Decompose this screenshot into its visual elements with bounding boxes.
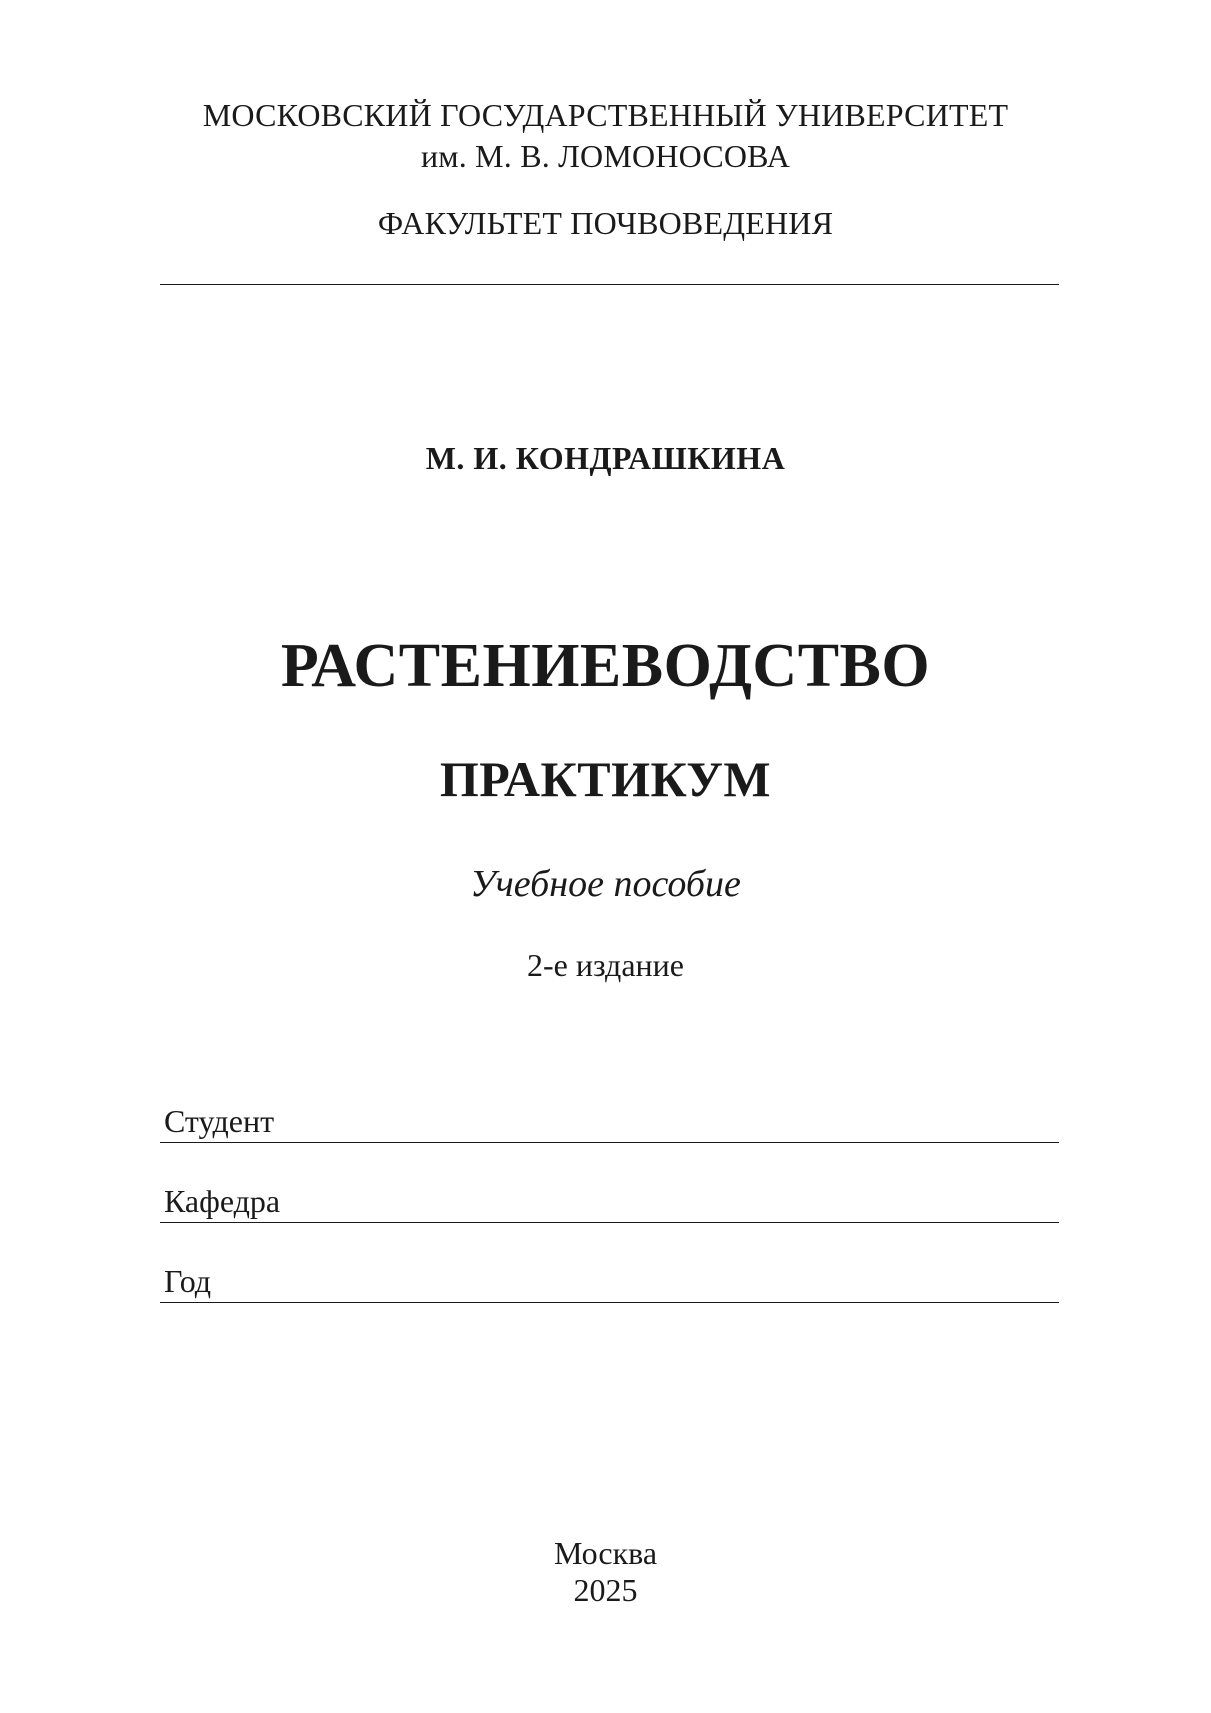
student-field — [160, 1098, 1059, 1143]
book-kind: Учебное пособие — [470, 863, 741, 905]
faculty-name: ФАКУЛЬТЕТ ПОЧВОВЕДЕНИЯ — [377, 205, 834, 241]
year-field — [160, 1258, 1059, 1303]
year-label: Год — [164, 1263, 212, 1299]
book-subtitle: ПРАКТИКУМ — [439, 751, 772, 807]
book-title: РАСТЕНИЕВОДСТВО — [280, 632, 931, 700]
author-name: М. И. КОНДРАШКИНА — [425, 440, 786, 476]
publication-city: Москва — [553, 1535, 658, 1571]
department-label: Кафедра — [164, 1183, 281, 1219]
university-name-line2: им. М. В. ЛОМОНОСОВА — [420, 138, 791, 174]
university-name-line1: МОСКОВСКИЙ ГОСУДАРСТВЕННЫЙ УНИВЕРСИТЕТ — [202, 97, 1009, 133]
student-label: Студент — [164, 1103, 275, 1139]
book-edition: 2-е издание — [527, 947, 684, 983]
publication-year: 2025 — [573, 1572, 638, 1608]
header-divider — [160, 284, 1059, 285]
department-field — [160, 1178, 1059, 1223]
